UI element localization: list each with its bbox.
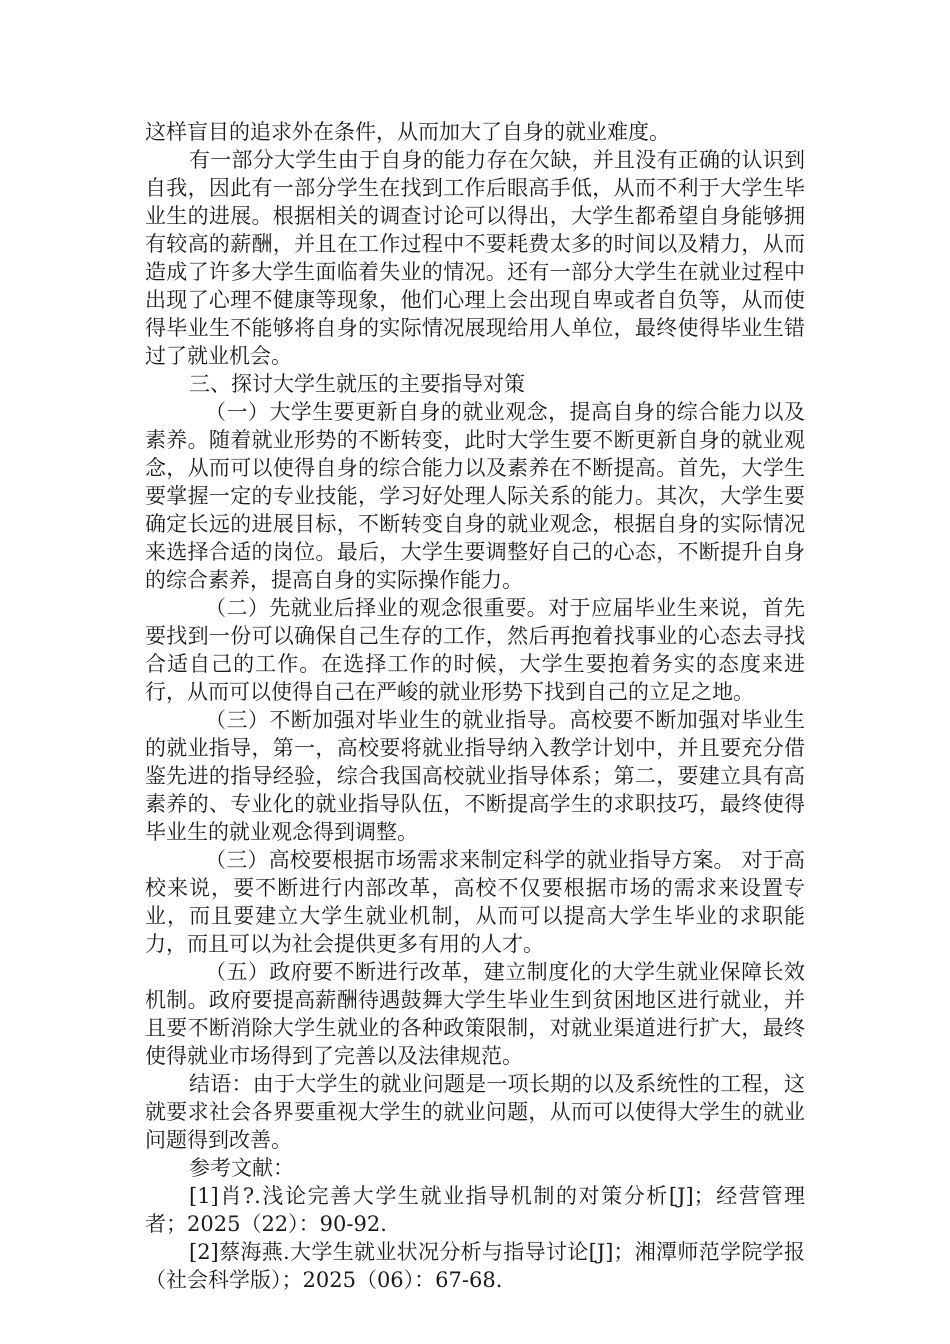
reference-item: [2]蔡海燕.大学生就业状况分析与指导讨论[J]；湘潭师范学院学报（社会科学版）；2025（06）：67-68. <box>145 1240 805 1292</box>
paragraph-countermeasure-2: （二）先就业后择业的观念很重要。对于应届毕业生来说，首先要找到一份可以确保自己生存的工作，然后再抱着找事业的心态去寻找合适自己的工作。在选择工作的时候，大学生要抱着务实的态度来进行，从而可以使得自己在严峻的就业形势下找到自己的立足之地。 <box>145 596 805 704</box>
paragraph-countermeasure-4: （三）高校要根据市场需求来制定科学的就业指导方案。 对于高校来说，要不断进行内部改革，高校不仅要根据市场的需求来设置专业，而且要建立大学生就业机制，从而可以提高大学生毕业的求职能力，而且可以为社会提供更多有用的人才。 <box>145 848 805 956</box>
document-page <box>145 118 805 1294</box>
reference-item: [1]肖?.浅论完善大学生就业指导机制的对策分析[J]；经营管理者；2025（22）：90-92. <box>145 1184 805 1236</box>
paragraph-self-ability: 有一部分大学生由于自身的能力存在欠缺，并且没有正确的认识到自我，因此有一部分学生在找到工作后眼高手低，从而不利于大学生毕业生的进展。根据相关的调查讨论可以得出，大学生都希望自身能够拥有较高的薪酬，并且在工作过程中不要耗费太多的时间以及精力，从而造成了许多大学生面临着失业的情况。还有一部分大学生在就业过程中出现了心理不健康等现象，他们心理上会出现自卑或者自负等，从而使得毕业生不能够将自身的实际情况展现给用人单位，最终使得毕业生错过了就业机会。 <box>145 148 805 368</box>
references-heading: 参考文献： <box>189 1156 294 1180</box>
paragraph-continuation: 这样盲目的追求外在条件，从而加大了自身的就业难度。 <box>145 120 670 144</box>
paragraph-conclusion: 结语：由于大学生的就业问题是一项长期的以及系统性的工程，这就要求社会各界要重视大学生的就业问题，从而可以使得大学生的就业问题得到改善。 <box>145 1072 805 1152</box>
paragraph-countermeasure-3: （三）不断加强对毕业生的就业指导。高校要不断加强对毕业生的就业指导，第一，高校要将就业指导纳入教学计划中，并且要充分借鉴先进的指导经验，综合我国高校就业指导体系；第二，要建立具有高素养的、专业化的就业指导队伍，不断提高学生的求职技巧，最终使得毕业生的就业观念得到调整。 <box>145 708 805 844</box>
paragraph-countermeasure-1: （一）大学生要更新自身的就业观念，提高自身的综合能力以及素养。随着就业形势的不断转变，此时大学生要不断更新自身的就业观念，从而可以使得自身的综合能力以及素养在不断提高。首先，大学生要掌握一定的专业技能，学习好处理人际关系的能力。其次，大学生要确定长远的进展目标，不断转变自身的就业观念，根据自身的实际情况来选择合适的岗位。最后，大学生要调整好自己的心态，不断提升自身的综合素养，提高自身的实际操作能力。 <box>145 400 805 592</box>
section-heading: 三、探讨大学生就压的主要指导对策 <box>189 372 525 396</box>
paragraph-countermeasure-5: （五）政府要不断进行改革，建立制度化的大学生就业保障长效机制。政府要提高薪酬待遇鼓舞大学生毕业生到贫困地区进行就业，并且要不断消除大学生就业的各种政策限制，对就业渠道进行扩大，最终使得就业市场得到了完善以及法律规范。 <box>145 960 805 1068</box>
